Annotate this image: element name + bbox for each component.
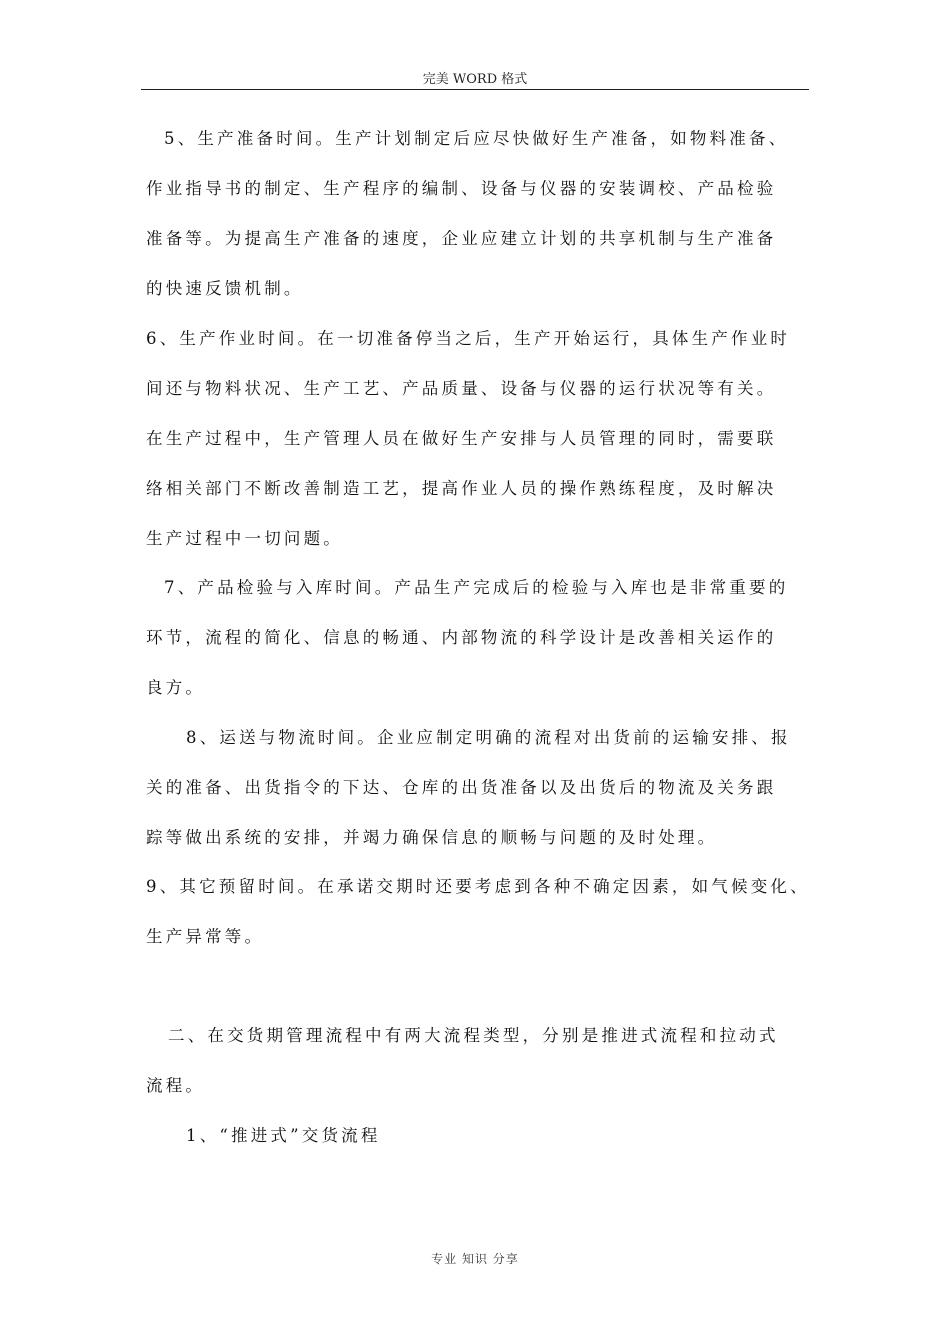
text-line: 间还与物料状况、生产工艺、产品质量、设备与仪器的运行状况等有关。 (146, 379, 777, 398)
text-line: 络相关部门不断改善制造工艺，提高作业人员的操作熟练程度，及时解决 (146, 479, 777, 498)
text-line: 关的准备、出货指令的下达、仓库的出货准备以及出货后的物流及关务跟 (146, 778, 777, 797)
footer-text: 专业 知识 分享 (431, 1252, 519, 1266)
text-line: 生产过程中一切问题。 (146, 529, 343, 548)
text-line: 6、生产作业时间。在一切准备停当之后，生产开始运行，具体生产作业时 (146, 329, 791, 348)
page-header (141, 70, 809, 90)
text-line: 流程。 (146, 1076, 206, 1095)
header-title: 完美 WORD 格式 (422, 72, 528, 87)
text-line: 5、生产准备时间。生产计划制定后应尽快做好生产准备，如物料准备、 (164, 129, 789, 148)
text-line: 7、产品检验与入库时间。产品生产完成后的检验与入库也是非常重要的 (164, 578, 789, 597)
text-line: 踪等做出系统的安排，并竭力确保信息的顺畅与问题的及时处理。 (146, 828, 718, 847)
text-line: 二、在交货期管理流程中有两大流程类型，分别是推进式流程和拉动式 (168, 1026, 779, 1045)
text-line: 8、运送与物流时间。企业应制定明确的流程对出货前的运输安排、报 (186, 728, 791, 747)
page-footer (0, 1250, 950, 1267)
text-line: 的快速反馈机制。 (146, 279, 304, 298)
text-line: 环节，流程的简化、信息的畅通、内部物流的科学设计是改善相关运作的 (146, 628, 777, 647)
text-line: 9、其它预留时间。在承诺交期时还要考虑到各种不确定因素，如气候变化、 (146, 877, 810, 896)
text-line: 准备等。为提高生产准备的速度，企业应建立计划的共享机制与生产准备 (146, 229, 777, 248)
text-line: 良方。 (146, 678, 206, 697)
text-line: 1、“推进式”交货流程 (186, 1126, 381, 1145)
text-line: 在生产过程中，生产管理人员在做好生产安排与人员管理的同时，需要联 (146, 429, 777, 448)
text-line: 作业指导书的制定、生产程序的编制、设备与仪器的安装调校、产品检验 (146, 179, 777, 198)
text-line: 生产异常等。 (146, 927, 265, 946)
